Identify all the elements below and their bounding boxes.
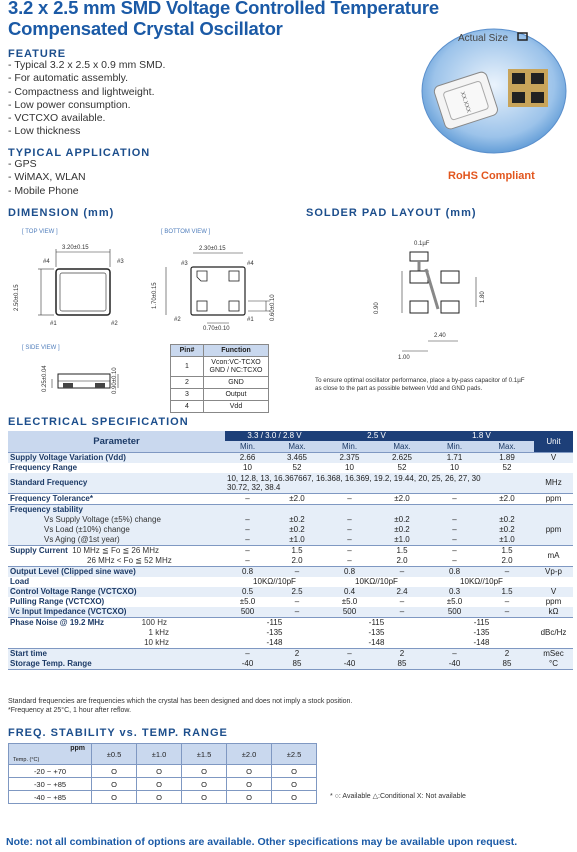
list-item: - WiMAX, WLAN <box>8 171 86 184</box>
table-row: Start time – 2 – 2 – 2 mSec <box>8 649 573 660</box>
pin-label: #1 <box>247 317 254 323</box>
pin-label: #1 <box>50 321 57 327</box>
badge-graphic <box>420 25 568 155</box>
actual-size-label: Actual Size <box>458 33 509 44</box>
footer-note: Note: not all combination of options are available. Other specifications may be available upon request. <box>6 836 518 848</box>
table-row: Supply Voltage Variation (Vdd) 2.66 3.465 2.375 2.625 1.71 1.89 V <box>8 453 573 464</box>
solder-dim-2: 0.90 <box>374 302 380 314</box>
dimension-drawing <box>8 219 296 412</box>
feature-heading: FEATURE <box>8 48 67 60</box>
table-row: Load 10KΩ//10pF 10KΩ//10pF 10KΩ//10pF <box>10 577 503 586</box>
top-width-dim: 3.20±0.15 <box>62 245 89 251</box>
application-list <box>8 158 86 198</box>
table-row: -20 ~ +70 O O O O O <box>9 765 317 778</box>
side-height1-dim: 0.25±0.04 <box>42 365 48 392</box>
table-row: -30 ~ +85 O O O O O <box>9 778 317 791</box>
freq-stability-table: ppm Temp. (°C) ±0.5 ±1.0 ±1.5 ±2.0 ±2.5 -20 ~ +70 O O O O O -30 ~ +85 O O O O O -40 ~ +85 O O O O O <box>8 743 317 804</box>
side-height2-dim: 0.90±0.10 <box>112 367 118 394</box>
list-item: - VCTCXO available. <box>8 112 106 125</box>
table-row: Vs Supply Voltage (±5%) change – ±0.2 – ±0.2 – ±0.2 ppm <box>8 515 573 525</box>
part-marking: XX.XXX <box>458 91 472 114</box>
table-row: Frequency Range 10 52 10 52 10 52 <box>10 463 512 472</box>
solder-dim-4: 1.00 <box>398 355 410 361</box>
availability-legend: * ○: Available △:Conditional X: Not available <box>330 793 466 800</box>
bottom-view-label: [ BOTTOM VIEW ] <box>161 229 211 235</box>
list-item: - Low power consumption. <box>8 98 131 111</box>
table-row: Vs Load (±10%) change – ±0.2 – ±0.2 – ±0.2 <box>8 525 573 535</box>
rohs-label: RoHS Compliant <box>448 170 535 182</box>
table-row: Control Voltage Range (VCTCXO) 0.5 2.5 0.4 2.4 0.3 1.5 V <box>8 587 573 597</box>
table-row: Storage Temp. Range -40 85 -40 85 -40 85 °C <box>8 659 573 670</box>
pin-label: #4 <box>247 261 254 267</box>
list-item: - For automatic assembly. <box>8 72 129 85</box>
solder-drawing <box>306 219 574 412</box>
bottom-width-dim: 2.30±0.15 <box>199 246 226 252</box>
solder-dim-1: 1.80 <box>480 291 486 303</box>
header-voltage: 1.8 V <box>429 431 534 441</box>
table-row: Vc Input Impedance (VCTCXO) 500 – 500 – 500 – kΩ <box>8 607 573 618</box>
pin-label: #3 <box>181 261 188 267</box>
pad-height-dim: 0.60±0.10 <box>270 294 276 321</box>
freq-stability-heading: FREQ. STABILITY vs. TEMP. RANGE <box>8 727 228 739</box>
capacitor-label: 0.1µF <box>414 241 430 247</box>
table-row: Output Level (Clipped sine wave) 0.8 – 0.8 – 0.8 – Vp-p <box>8 567 573 578</box>
solder-dim-3: 2.40 <box>434 333 446 339</box>
pin-label: #3 <box>117 259 124 265</box>
table-row: Frequency Tolerance* – ±2.0 – ±2.0 – ±2.0 ppm <box>8 494 573 505</box>
table-row: Vs Aging (@1st year) – ±1.0 – ±1.0 – ±1.0 <box>8 535 573 546</box>
top-height-dim: 2.50±0.15 <box>14 284 20 311</box>
pin-label: #4 <box>43 259 50 265</box>
table-row: Standard Frequency 10, 12.8, 13, 16.367667, 16.368, 16.369, 19.2, 19.44, 20, 25, 26, 27, 30 30.72, 32, 38.4 MHz <box>8 473 573 494</box>
list-item: - Mobile Phone <box>8 184 79 197</box>
table-row: Phase Noise @ 19.2 MHz 100 Hz -115 -115 -115 dBc/Hz <box>8 618 573 629</box>
pin-table: Pin# Function 1 Vcon:VC-TCXO GND / NC:TCXO 2 GND 3 Output 4 Vdd <box>170 344 269 413</box>
pad-gap-dim: 0.70±0.10 <box>203 326 230 332</box>
application-heading: TYPICAL APPLICATION <box>8 147 151 159</box>
electrical-notes: Standard frequencies are frequencies which the crystal has been designed and does not imply a stock position. *Frequency at 25°C, 1 hour after reflow. <box>8 698 353 714</box>
list-item: - Compactness and lightweight. <box>8 85 155 98</box>
dimension-heading: DIMENSION (mm) <box>8 207 115 219</box>
table-row: -40 ~ +85 O O O O O <box>9 791 317 804</box>
list-item: - GPS <box>8 158 37 170</box>
header-voltage: 2.5 V <box>324 431 429 441</box>
list-item: - Typical 3.2 x 2.5 x 0.9 mm SMD. <box>8 59 166 71</box>
corner-cell: ppm Temp. (°C) <box>9 744 92 765</box>
page-title: 3.2 x 2.5 mm SMD Voltage Controlled Temperature Compensated Crystal Oscillator <box>8 0 439 39</box>
electrical-table: Parameter 3.3 / 3.0 / 2.8 V 2.5 V 1.8 V Unit Min. Max. Min. Max. Min. Max. Supply Voltage Variation (Vdd) 2.66 3.465 2.375 2.625 1.71 1.89 V Frequency Range 10 52 10 52 10 52 Standard Frequency 10, 12.8, 13, 16.367667, 16.368, 16.369, 19.2, 19.44, 20, 25, 26, 27, 30 30.72, 32, 38.4 MHz Frequency Tolerance* – ±2.0 – ±2.0 – ±2.0 ppm Frequency stability Vs Supply Voltage (±5%) change – ±0.2 – ±0.2 – ±0.2 ppm Vs Load (±10%) change – ±0.2 – ±0.2 – ±0.2 Vs Aging (@1st year) – ±1.0 – ±1.0 – ±1.0 Supply Current 10 MHz ≦ Fo ≦ 26 MHz – 1.5 – 1.5 – 1.5 mA 26 MHz < Fo ≦ 52 MHz – 2.0 – 2.0 – 2.0 Output Level (Clipped sine wave) 0.8 – 0.8 – 0.8 – Vp-p Load 10KΩ//10pF 10KΩ//10pF 10KΩ//10pF Control Voltage Range (VCTCXO) 0.5 2.5 0.4 2.4 0.3 1.5 V Pulling Range (VCTCXO) ±5.0 – ±5.0 – ±5.0 – ppm Vc Input Impedance (VCTCXO) 500 – 500 – 500 – kΩ Phase Noise @ 19.2 MHz 100 Hz -115 -115 -115 dBc/Hz 1 kHz -135 -135 -135 10 kHz -148 -148 -148 Start time – 2 – 2 – 2 mSec Storage Temp. Range -40 85 -40 85 -40 85 °C <box>8 431 573 670</box>
table-row: 1 kHz -135 -135 -135 <box>148 628 490 637</box>
solder-note: To ensure optimal oscillator performance, place a by-pass capacitor of 0.1µF as close to the part as possible between Vdd and GND pads. <box>315 377 525 392</box>
table-row: Supply Current 10 MHz ≦ Fo ≦ 26 MHz – 1.5 – 1.5 – 1.5 mA <box>8 546 573 557</box>
list-item: - Low thickness <box>8 125 81 138</box>
pin-label: #2 <box>111 321 118 327</box>
top-view-label: [ TOP VIEW ] <box>22 229 58 235</box>
table-row: Frequency stability <box>8 505 573 516</box>
electrical-heading: ELECTRICAL SPECIFICATION <box>8 416 189 428</box>
header-voltage: 3.3 / 3.0 / 2.8 V <box>225 431 324 441</box>
bottom-height-dim: 1.70±0.15 <box>152 282 158 309</box>
solder-heading: SOLDER PAD LAYOUT (mm) <box>306 207 477 219</box>
feature-list <box>8 59 165 139</box>
table-row: 10 kHz -148 -148 -148 <box>144 638 490 647</box>
header-parameter: Parameter <box>8 431 225 453</box>
actual-size-badge <box>420 25 568 155</box>
table-row: 26 MHz < Fo ≦ 52 MHz – 2.0 – 2.0 – 2.0 <box>87 556 513 565</box>
header-unit: Unit <box>534 431 573 453</box>
pin-label: #2 <box>174 317 181 323</box>
side-view-label: [ SIDE VIEW ] <box>22 345 60 351</box>
table-row: Pulling Range (VCTCXO) ±5.0 – ±5.0 – ±5.0 – ppm <box>10 597 562 606</box>
